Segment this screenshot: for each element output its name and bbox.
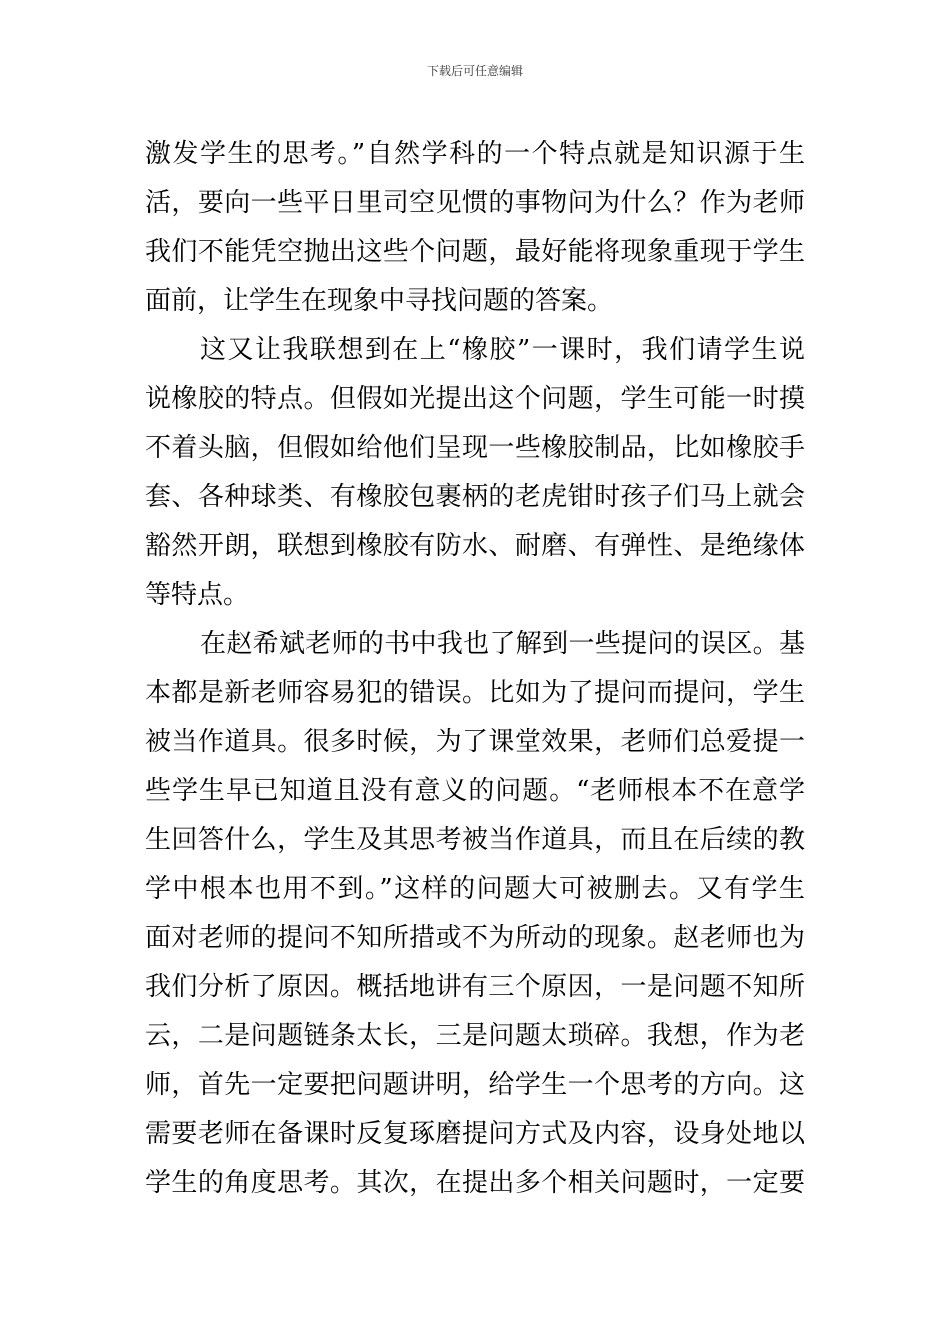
text-line: 本都是新老师容易犯的错误。比如为了提问而提问，学生 xyxy=(145,678,805,708)
text-line: 面前，让学生在现象中寻找问题的答案。 xyxy=(145,286,614,316)
text-line: 面对老师的提问不知所措或不为所动的现象。赵老师也为 xyxy=(145,923,805,953)
text-line: 学中根本也用不到。”这样的问题大可被删去。又有学生 xyxy=(145,874,805,904)
text-line: 些学生早已知道且没有意义的问题。“老师根本不在意学 xyxy=(145,776,805,806)
text-line: 这又让我联想到在上“橡胶”一课时，我们请学生说 xyxy=(200,335,805,365)
text-line: 不着头脑，但假如给他们呈现一些橡胶制品，比如橡胶手 xyxy=(145,433,805,463)
text-line: 云，二是问题链条太长，三是问题太琐碎。我想，作为老 xyxy=(145,1021,805,1051)
text-line: 我们分析了原因。概括地讲有三个原因，一是问题不知所 xyxy=(145,972,805,1002)
text-line: 活，要向一些平日里司空见惯的事物问为什么？作为老师 xyxy=(145,188,805,218)
page-header: 下载后可任意编辑 xyxy=(426,64,523,78)
text-line: 套、各种球类、有橡胶包裹柄的老虎钳时孩子们马上就会 xyxy=(145,482,805,512)
text-line: 等特点。 xyxy=(145,580,250,610)
text-line: 被当作道具。很多时候，为了课堂效果，老师们总爱提一 xyxy=(145,727,805,757)
text-line: 我们不能凭空抛出这些个问题，最好能将现象重现于学生 xyxy=(145,237,805,267)
text-line: 学生的角度思考。其次，在提出多个相关问题时，一定要 xyxy=(145,1168,805,1198)
text-line: 生回答什么，学生及其思考被当作道具，而且在后续的教 xyxy=(145,825,805,855)
text-line: 豁然开朗，联想到橡胶有防水、耐磨、有弹性、是绝缘体 xyxy=(145,531,805,561)
text-line: 激发学生的思考。”自然学科的一个特点就是知识源于生 xyxy=(145,139,805,169)
text-line: 师，首先一定要把问题讲明，给学生一个思考的方向。这 xyxy=(145,1070,805,1100)
text-line: 在赵希斌老师的书中我也了解到一些提问的误区。基 xyxy=(200,629,805,659)
text-line: 说橡胶的特点。但假如光提出这个问题，学生可能一时摸 xyxy=(145,384,805,414)
body-text xyxy=(145,130,805,1208)
text-line: 需要老师在备课时反复琢磨提问方式及内容，设身处地以 xyxy=(145,1119,805,1149)
